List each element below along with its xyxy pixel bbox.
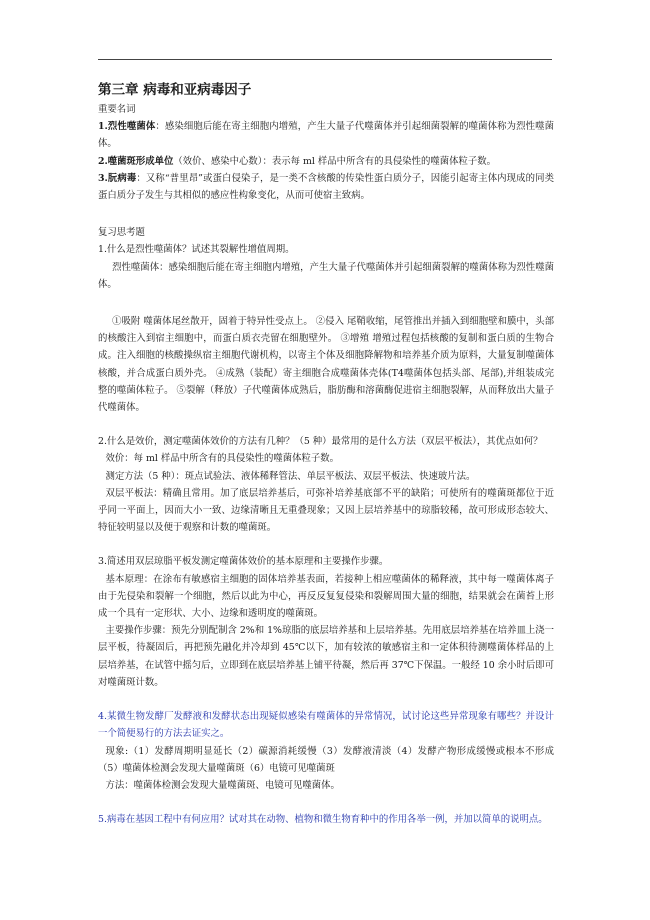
- review-heading: 复习思考题: [98, 227, 145, 239]
- term-label: 1.烈性噬菌体: [98, 121, 156, 133]
- answer-2-line: 测定方法（5 种）：斑点试验法、液体稀释管法、单层平板法、双层平板法、快速玻片法。: [105, 470, 476, 482]
- answer-4-line: 方法：噬菌体检测会发现大量噬菌斑、电镜可见噬菌体。: [105, 779, 340, 791]
- term-label: 2.噬菌斑形成单位: [98, 155, 174, 167]
- answer-1: 烈性噬菌体：感染细胞后能在寄主细胞内增殖，产生大量子代噬菌体并引起细菌裂解的噬菌体称为烈性噬菌体。: [98, 261, 554, 290]
- question-2: 2.什么是效价，测定噬菌体效价的方法有几种？（5 种）最常用的是什么方法（双层平板法），其优点如何？: [98, 436, 543, 448]
- header-rule: [98, 59, 552, 60]
- question-1: 1.什么是烈性噬菌体？试述其裂解性增值周期。: [98, 244, 295, 256]
- answer-3-line: 基本原理：在涂布有敏感宿主细胞的固体培养基表面，若接种上相应噬菌体的稀释液，其中每一噬菌体离子由于先侵染和裂解一个细胞，然后以此为中心，再反反复复侵染和裂解周围大量的细胞，结果就会在菌苔上形成一个具有一定形状、大小、边缘和透明度的噬菌斑。: [98, 573, 554, 620]
- term-definition: ：又称“普里昂”或蛋白侵染子，是一类不含核酸的传染性蛋白质分子，因能引起寄主体内现成的同类蛋白质分子发生与其相似的感应性构象变化，从而可使宿主致病。: [98, 172, 554, 202]
- term-definition: ：感染细胞后能在寄主细胞内增殖，产生大量子代噬菌体并引起细菌裂解的噬菌体称为烈性噬菌体。: [98, 121, 554, 150]
- answer-4-line: 现象:（1）发酵周期明显延长（2）碳源消耗缓慢（3）发酵液清淡（4）发酵产物形成缓慢或根本不形成（5）噬菌体检测会发现大量噬菌斑（6）电镜可见噬菌斑: [98, 745, 554, 774]
- document-page: [98, 80, 554, 828]
- term-item: [98, 153, 554, 170]
- term-item: [98, 170, 554, 204]
- answer-2-line: 双层平板法：精确且常用。加了底层培养基后，可弥补培养基底部不平的缺陷；可使所有的噬菌斑都位于近乎同一平面上，因而大小一致、边缘清晰且无重叠现象；又因上层培养基中的琼脂较稀，故可形成形态较大、特征较明显以及便于观察和计数的噬菌斑。: [98, 487, 554, 534]
- term-label: 3.朊病毒: [98, 172, 137, 184]
- chapter-title: 第三章 病毒和亚病毒因子: [98, 82, 252, 98]
- answer-2-line: 效价：每 ml 样品中所含有的具侵染性的噬菌体粒子数。: [105, 453, 339, 465]
- term-item: [98, 118, 554, 152]
- question-4: 4.某微生物发酵厂发酵液和发酵状态出现疑似感染有噬菌体的异常情况，试讨论这些异常现象有哪些？并设计一个简便易行的方法去证实之。: [98, 711, 554, 740]
- lytic-cycle-steps: ①吸附 噬菌体尾丝散开，固着于特异性受点上。 ②侵入 尾鞘收缩，尾管推出并插入到细胞壁和膜中，头部的核酸注入到宿主细胞中，而蛋白质衣壳留在细胞壁外。 ③增殖 增殖过程包括核酸的复制和蛋白质的生物合成。注入细胞的核酸操纵宿主细胞代谢机构，以寄主个体及细胞降解物和培养基介质为原料，大量复制噬菌体核酸，并合成蛋白质外壳。 ④成熟（装配）寄主细胞合成噬菌体壳体(T4噬菌体包括头部、尾部),并组装成完整的噬菌体粒子。 ⑤裂解（释放）子代噬菌体成熟后，脂肪酶和溶菌酶促进宿主细胞裂解，从而释放出大量子代噬菌体。: [98, 316, 554, 414]
- term-definition: （效价、感染中心数）：表示每 ml 样品中所含有的具侵染性的噬菌体粒子数。: [173, 155, 496, 167]
- question-5: 5.病毒在基因工程中有何应用？试对其在动物、植物和微生物育种中的作用各举一例，并加以简单的说明点。: [98, 814, 548, 826]
- answer-3-line: 主要操作步骤：预先分别配制含 2%和 1%琼脂的底层培养基和上层培养基。先用底层培养基在培养皿上浇一层平板，待凝固后，再把预先融化并冷却到 45℃以下，加有较浓的敏感宿主和一定体积待测噬菌体样品的上层培养基，在试管中摇匀后，立即到在底层培养基上铺平待凝，然后再 37℃下保温。一般经 10 余小时后即可对噬菌斑计数。: [98, 625, 554, 688]
- question-3: 3.简述用双层琼脂平板发测定噬菌体效价的基本原理和主要操作步骤。: [98, 556, 389, 568]
- terms-heading: 重要名词: [98, 104, 136, 115]
